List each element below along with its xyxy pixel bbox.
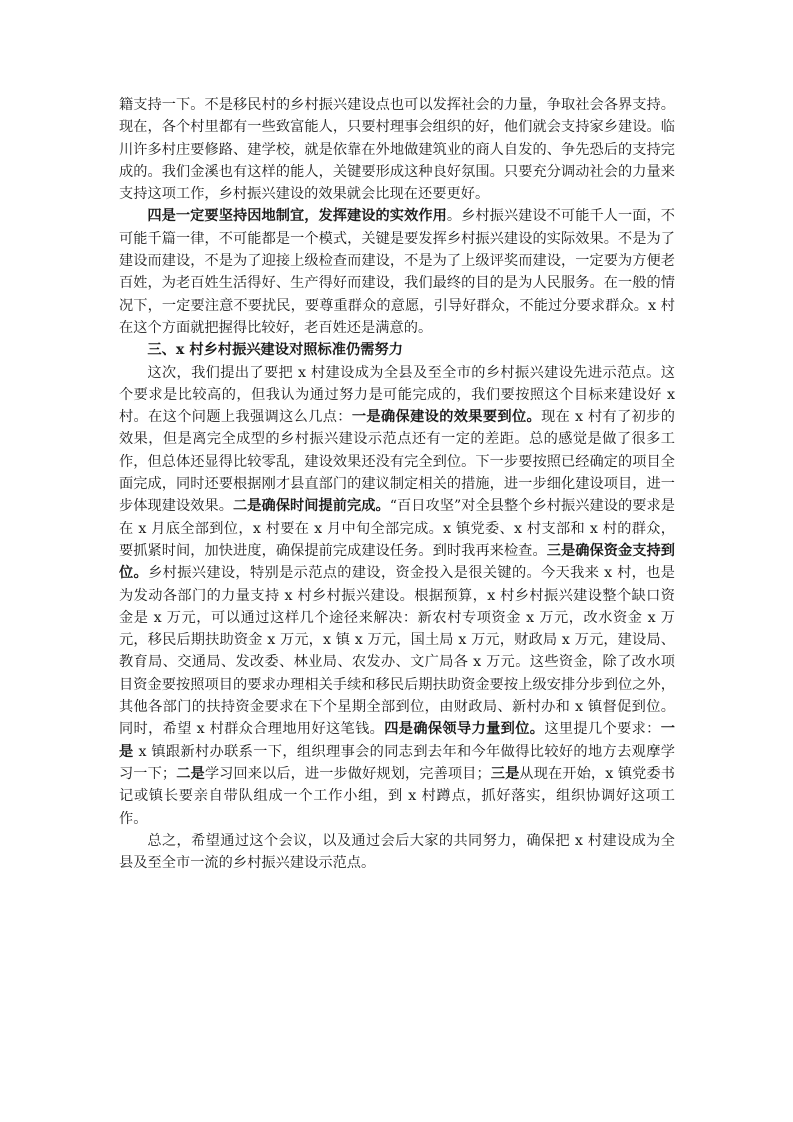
p4-text-5: 这里提几个要求：	[544, 721, 661, 738]
p4-bold-3: 三是确保资金支持到位。	[119, 542, 675, 582]
paragraph-4	[119, 362, 675, 830]
paragraph-5-text: 总之，希望通过这个会议，以及通过会后大家的共同努力，确保把 x 村建设成为全县及至全市一流的乡村振兴建设示范点。	[119, 832, 675, 872]
document-page	[119, 94, 675, 874]
p4-bold-7: 三是	[490, 765, 520, 782]
p4-bold-6: 二是	[176, 765, 205, 782]
p4-text-7: 学习回来以后，进一步做好规划，完善项目；	[204, 765, 491, 782]
section-heading-3-text: 三、x 村乡村振兴建设对照标准仍需努力	[147, 342, 403, 359]
paragraph-2-heading: 四是一定要坚持因地制宜，发挥建设的实效作用	[147, 208, 447, 225]
section-heading-3	[119, 339, 675, 361]
p4-text-1: 这次，我们提出了要把 x 村建设成为全县及至全市的乡村振兴建设先进示范点。这个要求是比较高的，但我认为通过努力是可能完成的，我们要按照这个目标来建设好 x 村。在这个问题上我强调这么几点：	[119, 364, 675, 426]
p4-text-2: 现在 x 村有了初步的效果，但是离完全成型的乡村振兴建设示范点还有一定的差距。总的感觉是做了很多工作，但总体还显得比较零乱，建设效果还没有完全到位。下一步要按照已经确定的项目全面完成，同时还要根据刚才县直部门的建议制定相关的措施，进一步细化建设项目，进一步体现建设效果。	[119, 409, 675, 515]
p4-bold-5: 一是	[119, 721, 675, 760]
paragraph-1-text: 籍支持一下。不是移民村的乡村振兴建设点也可以发挥社会的力量，争取社会各界支持。现在，各个村里都有一些致富能人，只要村理事会组织的好，他们就会支持家乡建设。临川许多村庄要修路、建学校，就是依靠在外地做建筑业的商人自发的、争先恐后的支持完成的。我们金溪也有这样的能人，关键要形成这种良好氛围。只要充分调动社会的力量来支持这项工作，乡村振兴建设的效果就会比现在还要更好。	[119, 97, 675, 203]
paragraph-5	[119, 830, 675, 875]
p4-text-4: 乡村振兴建设，特别是示范点的建设，资金投入是很关键的。今天我来 x 村，也是为发动各部门的力量支持 x 村乡村振兴建设。根据预算，x 村乡村振兴建设整个缺口资金是 x 万元，可以通过这样几个途径来解决：新农村专项资金 x 万元，改水资金 x 万元，移民后期扶助资金 x 万元，x 镇 x 万元，国土局 x 万元，财政局 x 万元，建设局、教育局、交通局、发改委、林业局、农发办、文广局各 x 万元。这些资金，除了改水项目资金要按照项目的要求办理相关手续和移民后期扶助资金要按上级安排分步到位之外，其他各部门的扶持资金要求在下个星期全部到位，由财政局、新村办和 x 镇督促到位。同时，希望 x 村群众合理地用好这笔钱。	[119, 565, 675, 738]
p4-text-8: 从现在开始，x 镇党委书记或镇长要亲自带队组成一个工作小组，到 x 村蹲点，抓好落实，组织协调好这项工作。	[119, 765, 676, 827]
p4-bold-1: 一是确保建设的效果要到位。	[351, 409, 542, 426]
p4-bold-2: 二是确保时间提前完成。	[232, 498, 390, 515]
paragraph-2	[119, 205, 675, 339]
paragraph-2-text: 。乡村振兴建设不可能千人一面，不可能千篇一律，不可能都是一个模式，关键是要发挥乡村振兴建设的实际效果。不是为了建设而建设，不是为了迎接上级检查而建设，不是为了上级评奖而建设，一定要为方便老百姓，为老百姓生活得好、生产得好而建设，我们最终的目的是为人民服务。在一般的情况下，一定要注意不要扰民，要尊重群众的意愿，引导好群众，不能过分要求群众。x 村在这个方面就把握得比较好，老百姓还是满意的。	[119, 208, 675, 336]
paragraph-1	[119, 94, 675, 205]
p4-bold-4: 四是确保领导力量到位。	[384, 721, 545, 738]
p4-text-6: x 镇跟新村办联系一下，组织理事会的同志到去年和今年做得比较好的地方去观摩学习一下；	[119, 743, 675, 782]
p4-text-3: “百日攻坚”对全县整个乡村振兴建设的要求是在 x 月底全部到位，x 村要在 x 月中旬全部完成。x 镇党委、x 村支部和 x 村的群众，要抓紧时间，加快进度，确保提前完成建设任务。到时我再来检查。	[119, 498, 675, 559]
